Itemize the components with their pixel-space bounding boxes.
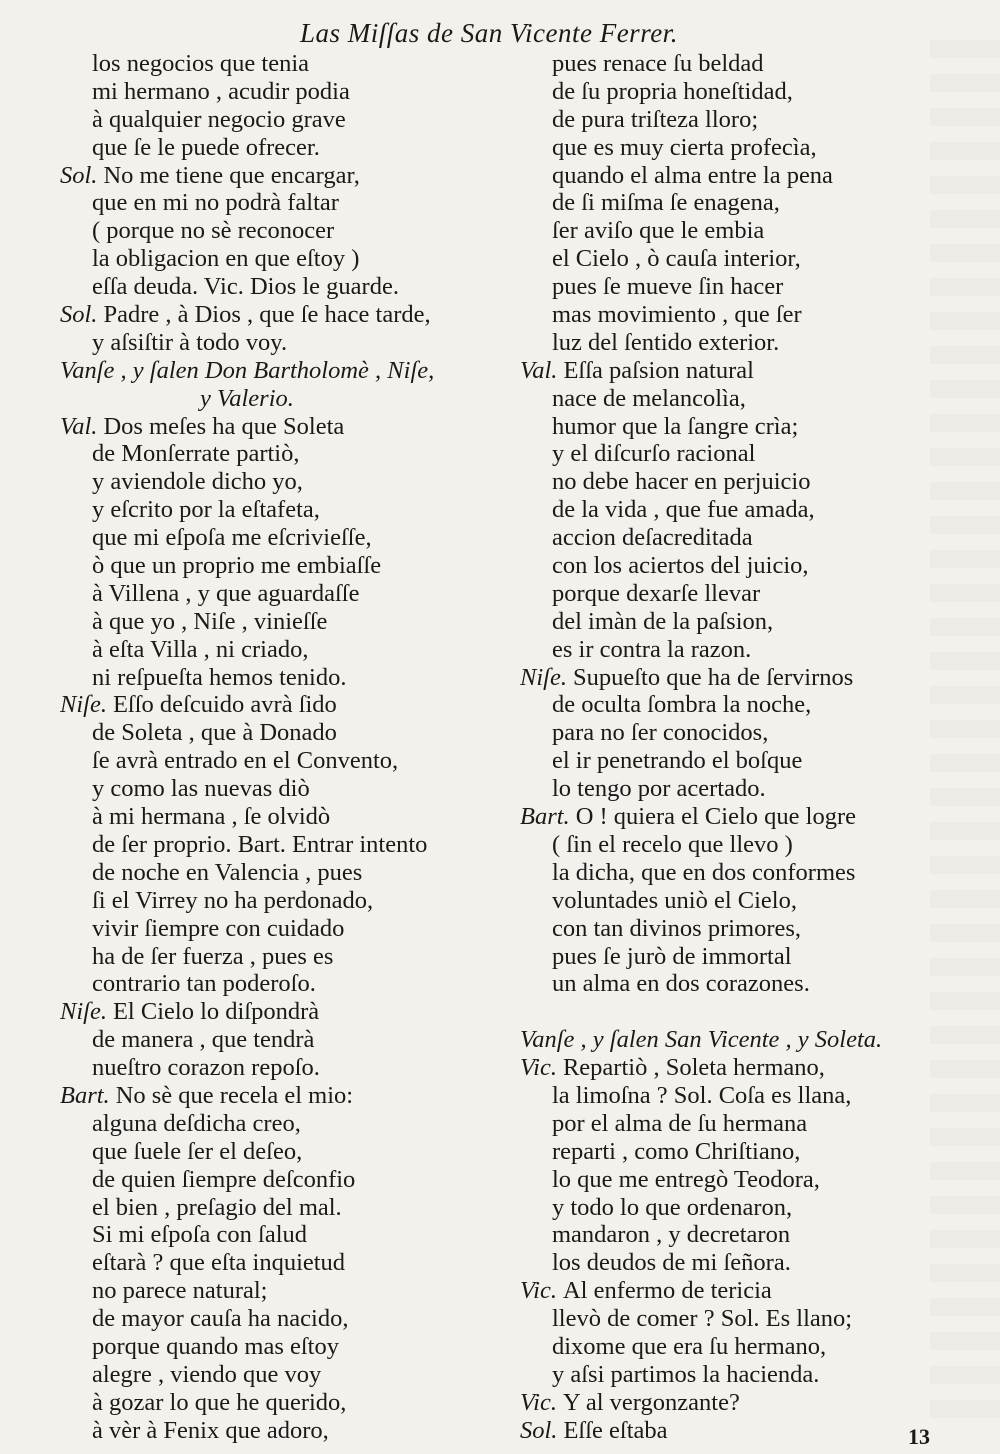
bleed-through-shadow [930, 40, 1000, 1420]
verse-text: accion deſacreditada [552, 524, 753, 552]
verse-text: de noche en Valencia , pues [92, 858, 363, 886]
verse-line [520, 106, 940, 134]
verse-line [520, 1110, 940, 1138]
verse-text: y aviendole dicho yo, [92, 468, 303, 496]
verse-text: reparti , como Chriſtiano, [552, 1137, 801, 1165]
verse-line [60, 385, 490, 413]
verse-line [520, 1138, 940, 1166]
verse-line [520, 775, 940, 803]
verse-line [60, 943, 490, 971]
left-column [60, 50, 490, 1445]
verse-line [60, 1249, 490, 1277]
verse-text: ni reſpueſta hemos tenido. [92, 663, 347, 691]
verse-text: mi hermano , acudir podia [92, 77, 350, 105]
verse-text: un alma en dos corazones. [552, 970, 810, 998]
verse-text: con los aciertos del juicio, [552, 552, 809, 580]
verse-text: de ſer proprio. Bart. Entrar intento [92, 830, 428, 858]
verse-line [520, 1305, 940, 1333]
verse-text: à que yo , Niſe , vinieſſe [92, 607, 328, 635]
verse-text: de ſi miſma ſe enagena, [552, 189, 780, 217]
verse-text: es ir contra la razon. [552, 635, 752, 663]
verse-text: ſer aviſo que le embia [552, 217, 765, 245]
verse-text: No sè que recela el mio: [115, 1081, 354, 1109]
verse-line [60, 1194, 490, 1222]
verse-line [60, 496, 490, 524]
verse-text: que ſuele ſer el deſeo, [92, 1137, 303, 1165]
page-number: 13 [908, 1424, 930, 1449]
verse-line [520, 998, 940, 1026]
verse-text: y el diſcurſo racional [552, 440, 756, 468]
speaker-label: Sol. [60, 301, 98, 329]
verse-line [60, 636, 490, 664]
verse-text: el ir penetrando el boſque [552, 747, 803, 775]
verse-line [520, 636, 940, 664]
verse-text: contrario tan poderoſo. [92, 970, 316, 998]
speaker-label: Sol. [60, 161, 98, 189]
verse-text: Padre , à Dios , que ſe hace tarde, [103, 301, 431, 329]
verse-line [520, 1194, 940, 1222]
verse-text: alegre , viendo que voy [92, 1360, 322, 1388]
verse-line [60, 803, 490, 831]
verse-line [520, 859, 940, 887]
speaker-label: Bart. [520, 803, 570, 831]
verse-text: la limoſna ? Sol. Coſa es llana, [552, 1081, 852, 1109]
verse-text: ( ſin el recelo que llevo ) [552, 830, 793, 858]
verse-text: y Valerio. [200, 384, 294, 412]
verse-text: No me tiene que encargar, [103, 161, 360, 189]
speaker-label: Niſe. [60, 998, 107, 1026]
verse-text: de quien ſiempre deſconfio [92, 1165, 356, 1193]
verse-line [520, 1166, 940, 1194]
verse-text: no debe hacer en perjuicio [552, 468, 811, 496]
verse-text: dixome que era ſu hermano, [552, 1332, 827, 1360]
verse-text: que es muy cierta profecìa, [552, 133, 817, 161]
verse-line [520, 357, 940, 385]
verse-text: O ! quiera el Cielo que logre [575, 803, 856, 831]
verse-line [60, 664, 490, 692]
verse-line [60, 915, 490, 943]
verse-text: Al enfermo de tericia [562, 1277, 772, 1305]
right-column [520, 50, 940, 1445]
verse-text: Supueſto que ha de ſervirnos [572, 663, 854, 691]
verse-line [520, 162, 940, 190]
verse-line [60, 162, 490, 190]
verse-line [60, 1054, 490, 1082]
verse-text: lo que me entregò Teodora, [552, 1165, 820, 1193]
verse-text: y todo lo que ordenaron, [552, 1193, 793, 1221]
verse-line [520, 664, 940, 692]
verse-text: Y al vergonzante? [562, 1388, 740, 1416]
verse-line [60, 189, 490, 217]
speaker-label: Vic. [520, 1388, 557, 1416]
verse-text: porque dexarſe llevar [552, 579, 761, 607]
verse-text: pues ſe jurò de immortal [552, 942, 792, 970]
verse-text: luz del ſentido exterior. [552, 328, 780, 356]
verse-text: alguna deſdicha creo, [92, 1109, 301, 1137]
verse-text: que mi eſpoſa me eſcrivieſſe, [92, 524, 372, 552]
verse-line [60, 413, 490, 441]
verse-text: y eſcrito por la eſtafeta, [92, 496, 320, 524]
verse-line [520, 719, 940, 747]
verse-text: Dos meſes ha que Soleta [103, 412, 345, 440]
verse-line [60, 1166, 490, 1194]
verse-line [60, 1221, 490, 1249]
verse-text: la dicha, que en dos conformes [552, 858, 856, 886]
verse-line [520, 134, 940, 162]
verse-text: vivir ſiempre con cuidado [92, 914, 345, 942]
speaker-label: Niſe. [520, 663, 567, 691]
verse-line [520, 496, 940, 524]
speaker-label: Sol. [520, 1416, 558, 1444]
verse-text: la obligacion en que eſtoy ) [92, 245, 360, 273]
verse-line [520, 273, 940, 301]
speaker-label: Niſe. [60, 691, 107, 719]
verse-text: à qualquier negocio grave [92, 105, 346, 133]
verse-text: Vanſe , y ſalen Don Bartholomè , Niſe, [60, 356, 435, 384]
verse-line [60, 998, 490, 1026]
verse-text: porque quando mas eſtoy [92, 1332, 339, 1360]
verse-line [60, 831, 490, 859]
verse-line [60, 1389, 490, 1417]
verse-line [520, 468, 940, 496]
verse-text: ſe avrà entrado en el Convento, [92, 747, 399, 775]
verse-line [60, 580, 490, 608]
verse-text: pues ſe mueve ſin hacer [552, 273, 784, 301]
verse-line [60, 1082, 490, 1110]
verse-line [520, 524, 940, 552]
verse-line [520, 1082, 940, 1110]
verse-text: el Cielo , ò cauſa interior, [552, 245, 801, 273]
verse-text: de mayor cauſa ha nacido, [92, 1305, 349, 1333]
verse-text: Repartiò , Soleta hermano, [562, 1054, 825, 1082]
verse-line [60, 552, 490, 580]
verse-line [60, 1361, 490, 1389]
verse-line [60, 1417, 490, 1445]
verse-text: mas movimiento , que ſer [552, 301, 802, 329]
verse-line [520, 245, 940, 273]
verse-line [520, 915, 940, 943]
verse-text: à eſta Villa , ni criado, [92, 635, 309, 663]
verse-line [60, 1138, 490, 1166]
verse-text: pues renace ſu beldad [552, 50, 764, 77]
running-header: Las Miſſas de San Vicente Ferrer. [300, 18, 678, 48]
verse-line [520, 217, 940, 245]
verse-line [520, 1361, 940, 1389]
verse-text: quando el alma entre la pena [552, 161, 833, 189]
verse-line [520, 189, 940, 217]
verse-text: por el alma de ſu hermana [552, 1109, 808, 1137]
verse-text: con tan divinos primores, [552, 914, 802, 942]
verse-line [60, 134, 490, 162]
verse-line [60, 245, 490, 273]
verse-line [520, 608, 940, 636]
verse-text: del imàn de la paſsion, [552, 607, 774, 635]
verse-text: que en mi no podrà faltar [92, 189, 339, 217]
verse-line [60, 719, 490, 747]
verse-text: no parece natural; [92, 1277, 268, 1305]
verse-line [520, 691, 940, 719]
verse-text: lo tengo por acertado. [552, 775, 766, 803]
verse-text: eſſa deuda. Vic. Dios le guarde. [92, 273, 399, 301]
verse-text: voluntades uniò el Cielo, [552, 886, 797, 914]
verse-line [60, 301, 490, 329]
verse-text: llevò de comer ? Sol. Es llano; [552, 1305, 853, 1333]
verse-line [60, 1110, 490, 1138]
verse-line [60, 970, 490, 998]
verse-line [60, 50, 490, 78]
verse-line [520, 943, 940, 971]
verse-text: Si mi eſpoſa con ſalud [92, 1221, 308, 1249]
verse-text: nace de melancolìa, [552, 384, 746, 412]
verse-line [520, 385, 940, 413]
verse-line [520, 1221, 940, 1249]
verse-line [520, 301, 940, 329]
verse-text: que ſe le puede ofrecer. [92, 133, 320, 161]
verse-line [520, 1389, 940, 1417]
verse-line [60, 524, 490, 552]
verse-line [60, 217, 490, 245]
verse-text: de Soleta , que à Donado [92, 719, 337, 747]
speaker-label: Vic. [520, 1054, 557, 1082]
verse-text: nueſtro corazon repoſo. [92, 1054, 320, 1082]
verse-text: de pura triſteza lloro; [552, 105, 759, 133]
verse-text: de manera , que tendrà [92, 1026, 315, 1054]
verse-line [60, 106, 490, 134]
verse-line [520, 970, 940, 998]
verse-line [60, 1305, 490, 1333]
verse-text: El Cielo lo diſpondrà [112, 998, 320, 1026]
verse-line [520, 1054, 940, 1082]
verse-text: Eſſe eſtaba [563, 1416, 668, 1444]
verse-text: de ſu propria honeſtidad, [552, 77, 793, 105]
speaker-label: Bart. [60, 1081, 110, 1109]
verse-line [520, 1417, 940, 1445]
verse-text: y como las nuevas diò [92, 775, 310, 803]
verse-text: à mi hermana , ſe olvidò [92, 803, 331, 831]
verse-line [60, 747, 490, 775]
verse-line [520, 747, 940, 775]
verse-text: mandaron , y decretaron [552, 1221, 791, 1249]
verse-line [520, 803, 940, 831]
verse-text: eſtarà ? que eſta inquietud [92, 1249, 346, 1277]
verse-line [60, 859, 490, 887]
verse-text: ſi el Virrey no ha perdonado, [92, 886, 374, 914]
verse-text: ò que un proprio me embiaſſe [92, 552, 382, 580]
verse-line [520, 580, 940, 608]
verse-text: y aſsiſtir à todo voy. [92, 328, 288, 356]
verse-line [520, 413, 940, 441]
verse-text: ( porque no sè reconocer [92, 217, 335, 245]
verse-line [520, 50, 940, 78]
verse-text: à vèr à Fenix que adoro, [92, 1416, 329, 1444]
speaker-label: Vic. [520, 1277, 557, 1305]
verse-text: Vanſe , y ſalen San Vicente , y Soleta. [520, 1026, 883, 1054]
verse-line [60, 329, 490, 357]
verse-line [520, 831, 940, 859]
verse-text: Eſſa paſsion natural [563, 356, 754, 384]
verse-text: para no ſer conocidos, [552, 719, 769, 747]
verse-text: à gozar lo que he querido, [92, 1388, 347, 1416]
verse-text: humor que la ſangre crìa; [552, 412, 799, 440]
verse-line [60, 357, 490, 385]
verse-text: à Villena , y que aguardaſſe [92, 579, 360, 607]
verse-line [520, 887, 940, 915]
verse-line [60, 691, 490, 719]
speaker-label: Val. [60, 412, 98, 440]
verse-text: y aſsi partimos la hacienda. [552, 1360, 820, 1388]
verse-line [60, 273, 490, 301]
verse-line [60, 1026, 490, 1054]
verse-text: los deudos de mi ſeñora. [552, 1249, 791, 1277]
verse-line [60, 608, 490, 636]
speaker-label: Val. [520, 356, 558, 384]
verse-text: Eſſo deſcuido avrà ſido [112, 691, 337, 719]
verse-line [520, 1249, 940, 1277]
verse-line [60, 440, 490, 468]
verse-line [60, 78, 490, 106]
verse-line [520, 78, 940, 106]
verse-line [520, 1333, 940, 1361]
verse-line [60, 775, 490, 803]
verse-text: ha de ſer fuerza , pues es [92, 942, 334, 970]
verse-line [520, 329, 940, 357]
verse-line [60, 1277, 490, 1305]
verse-line [60, 468, 490, 496]
verse-line [520, 440, 940, 468]
verse-text: de oculta ſombra la noche, [552, 691, 812, 719]
verse-line [520, 552, 940, 580]
verse-line [520, 1026, 940, 1054]
verse-line [520, 1277, 940, 1305]
verse-line [60, 887, 490, 915]
verse-text: los negocios que tenia [92, 50, 310, 77]
verse-text: de Monſerrate partiò, [92, 440, 300, 468]
verse-line [60, 1333, 490, 1361]
verse-text: de la vida , que fue amada, [552, 496, 815, 524]
verse-text: el bien , preſagio del mal. [92, 1193, 342, 1221]
